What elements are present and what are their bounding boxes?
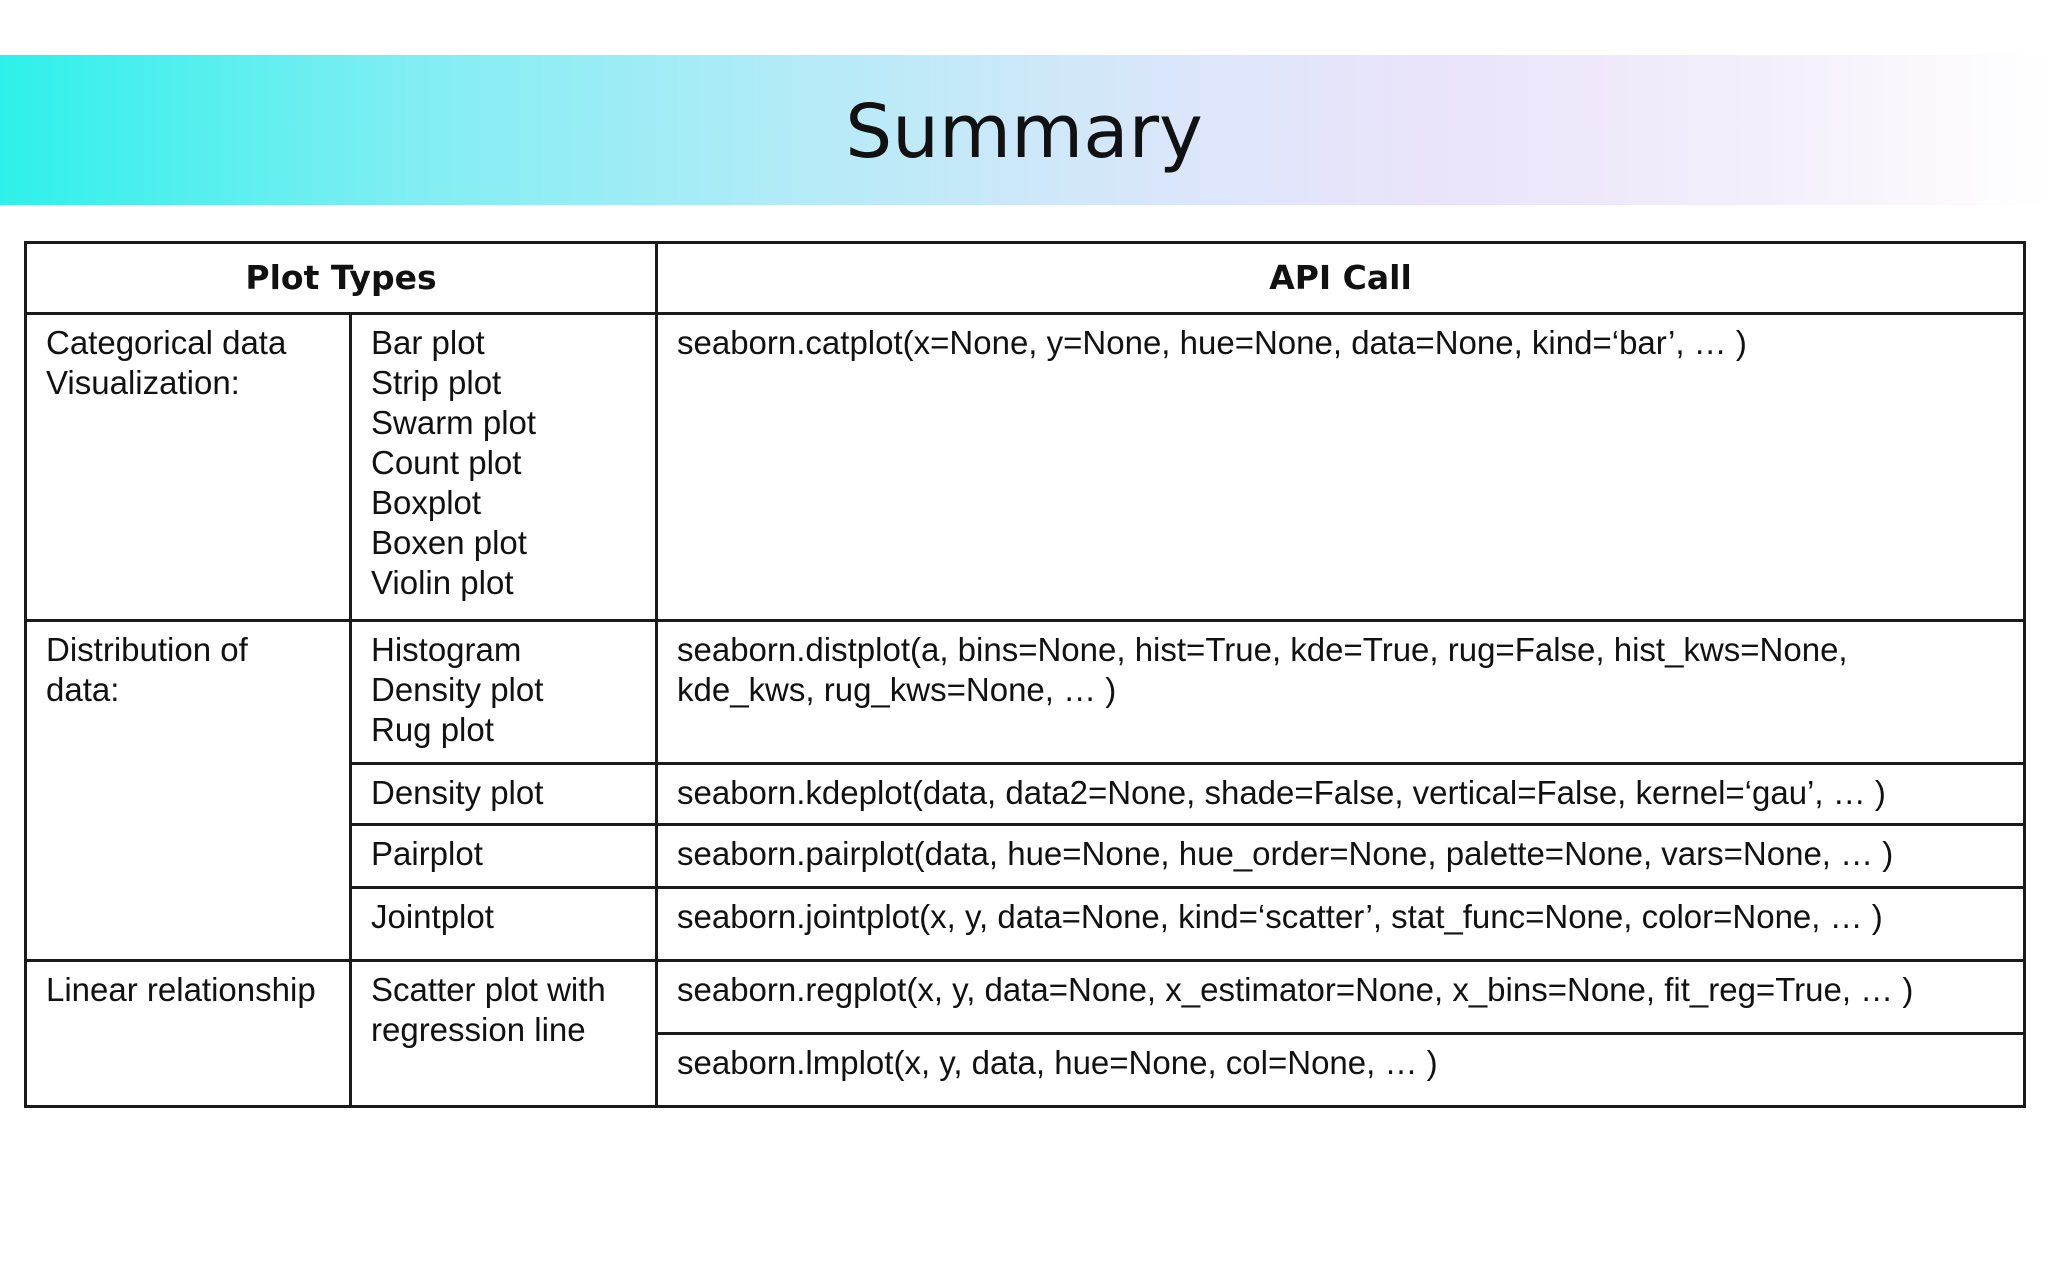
plot-type-item: Jointplot xyxy=(371,898,494,935)
api-call-text: seaborn.jointplot(x, y, data=None, kind=‘scatter’, stat_func=None, color=None, … ) xyxy=(677,898,1883,935)
group-label-categorical xyxy=(26,314,351,621)
plot-type-item: Boxplot xyxy=(371,484,482,521)
api-call-cell xyxy=(657,888,2025,961)
api-call-cell xyxy=(657,825,2025,888)
group-label-line: data: xyxy=(46,671,120,708)
api-call-text: seaborn.regplot(x, y, data=None, x_estimator=None, x_bins=None, fit_reg=True, … ) xyxy=(677,971,1914,1008)
header-api-call: API Call xyxy=(657,243,2025,314)
plot-type-item: Pairplot xyxy=(371,835,483,872)
summary-table-container xyxy=(24,241,2023,1108)
plot-types-cell xyxy=(351,825,657,888)
summary-table xyxy=(24,241,2026,1108)
api-call-text: seaborn.pairplot(data, hue=None, hue_order=None, palette=None, vars=None, … ) xyxy=(677,835,1894,872)
plot-type-item: Histogram xyxy=(371,631,522,668)
plot-type-item: Rug plot xyxy=(371,711,494,748)
plot-types-cell xyxy=(351,764,657,825)
group-label-line: Categorical data xyxy=(46,324,287,361)
table-header-row xyxy=(26,243,2025,314)
plot-type-item: Strip plot xyxy=(371,364,502,401)
plot-type-item: Boxen plot xyxy=(371,524,527,561)
api-call-cell xyxy=(657,621,2025,764)
api-call-cell xyxy=(657,961,2025,1034)
header-plot-types: Plot Types xyxy=(26,243,657,314)
group-label-linear xyxy=(26,961,351,1107)
plot-type-item: regression line xyxy=(371,1011,586,1048)
api-call-cell xyxy=(657,314,2025,621)
plot-type-item: Swarm plot xyxy=(371,404,537,441)
group-label-line: Linear relationship xyxy=(46,971,316,1008)
plot-type-item: Violin plot xyxy=(371,564,514,601)
plot-type-item: Density plot xyxy=(371,671,544,708)
table-row xyxy=(26,621,2025,764)
api-call-text: seaborn.kdeplot(data, data2=None, shade=False, vertical=False, kernel=‘gau’, … ) xyxy=(677,774,1886,811)
table-row xyxy=(26,961,2025,1034)
group-label-distribution xyxy=(26,621,351,961)
plot-type-item: Density plot xyxy=(371,774,544,811)
api-call-text: seaborn.catplot(x=None, y=None, hue=None, data=None, kind=‘bar’, … ) xyxy=(677,324,1747,361)
plot-type-item: Bar plot xyxy=(371,324,485,361)
api-call-cell xyxy=(657,1034,2025,1107)
plot-types-cell xyxy=(351,314,657,621)
plot-types-cell xyxy=(351,888,657,961)
group-label-line: Visualization: xyxy=(46,364,240,401)
group-label-line: Distribution of xyxy=(46,631,248,668)
api-call-cell xyxy=(657,764,2025,825)
plot-type-item: Count plot xyxy=(371,444,522,481)
table-row xyxy=(26,314,2025,621)
api-call-text: seaborn.distplot(a, bins=None, hist=True, kde=True, rug=False, hist_kws=None, xyxy=(677,631,1848,668)
api-call-text: seaborn.lmplot(x, y, data, hue=None, col=None, … ) xyxy=(677,1044,1438,1081)
slide-title: Summary xyxy=(845,89,1203,175)
api-call-text: kde_kws, rug_kws=None, … ) xyxy=(677,671,1117,708)
plot-types-cell xyxy=(351,961,657,1107)
plot-type-item: Scatter plot with xyxy=(371,971,606,1008)
plot-types-cell xyxy=(351,621,657,764)
